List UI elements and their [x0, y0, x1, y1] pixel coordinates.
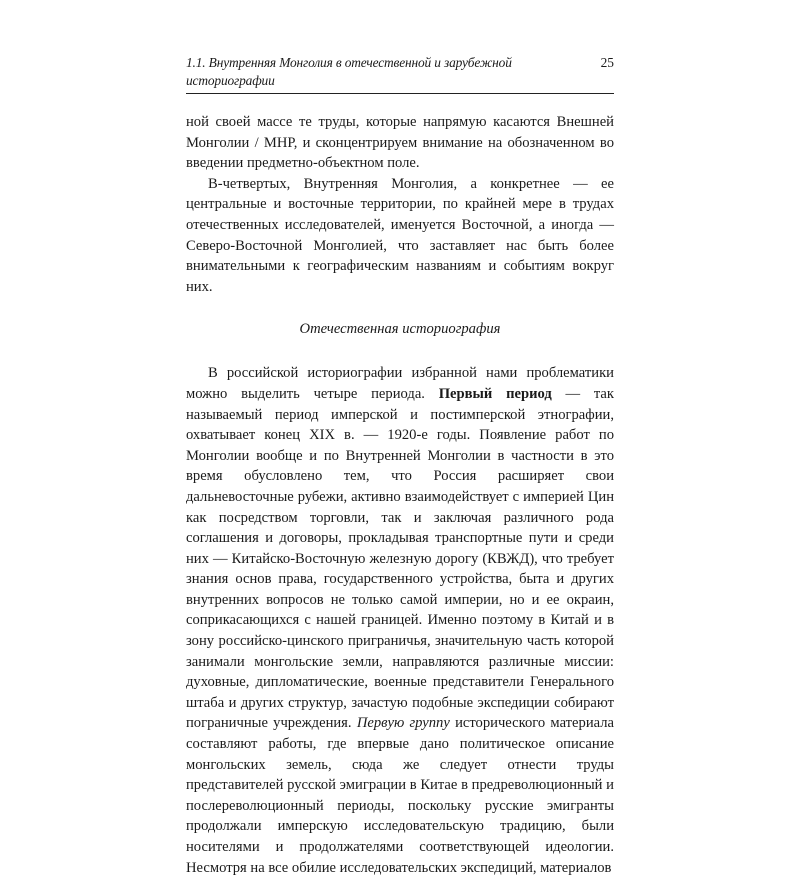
paragraph-periods-text-2: — так называемый период имперской и постимперской этнографии, охватывает конец XIX в. — 1920-е годы. Появление работ по Монголии вообще и по Внутренней Монголии в частности в это время обусловлено тем, что Россия расширяет свои дальневосточные рубежи, активно взаимодействует с империей Цин как посредством торговли, так и заключая различного рода соглашения и договоры, прокладывая транспортные пути и среди них — Китайско-Восточную железную дорогу (КВЖД), что требует знания основ права, государственного устройства, быта и других внутренних вопросов не только самой империи, но и ее окраин, соприкасающихся с нашей границей. Именно поэтому в Китай и в зону российско-цинского приграничья, значительную часть которой занимали монгольские земли, направляются различные миссии: духовные, дипломатические, военные представители Генерального штаба и других структур, зачастую подобные экспедиции собирают пограничные учреждения.	[186, 385, 614, 732]
paragraph-continuation: ной своей массе те труды, которые напрямую касаются Внешней Монголии / МНР, и сконцентрируем внимание на обозначенном во введении предметно-объектном поле.	[186, 114, 614, 172]
section-heading: Отечественная историография	[299, 321, 501, 338]
paragraph-periods	[186, 363, 614, 878]
paragraph-periods-text-1: В российской историографии избранной нами проблематики можно выделить четыре периода.	[186, 365, 614, 402]
book-page	[186, 54, 614, 878]
body-text	[186, 112, 614, 878]
running-head-title: 1.1. Внутренняя Монголия в отечественной и зарубежной историографии	[186, 55, 512, 88]
page-number: 25	[600, 55, 614, 70]
paragraph-periods-text-3: исторического материала составляют работы, где впервые дано политическое описание монгольских земель, сюда же следует отнести труды представителей русской эмиграции в Китае в предреволюционный и послереволюционный периоды, поскольку русские эмигранты продолжали имперскую исследовательскую традицию, были носителями и продолжателями соответствующей идеологии. Несмотря на все обилие исследовательских экспедиций, материалов	[186, 715, 614, 876]
first-group-term: Первую группу	[356, 715, 450, 732]
running-head	[186, 54, 614, 94]
first-period-term: Первый период	[438, 385, 552, 402]
paragraph-fourthly: В-четвертых, Внутренняя Монголия, а конкретнее — ее центральные и восточные территории, по крайней мере в трудах отечественных исследователей, именуется Восточной, а иногда — Северо-Восточной Монголией, что заставляет нас быть более внимательными к географическим названиям и событиям вокруг них.	[186, 175, 614, 295]
